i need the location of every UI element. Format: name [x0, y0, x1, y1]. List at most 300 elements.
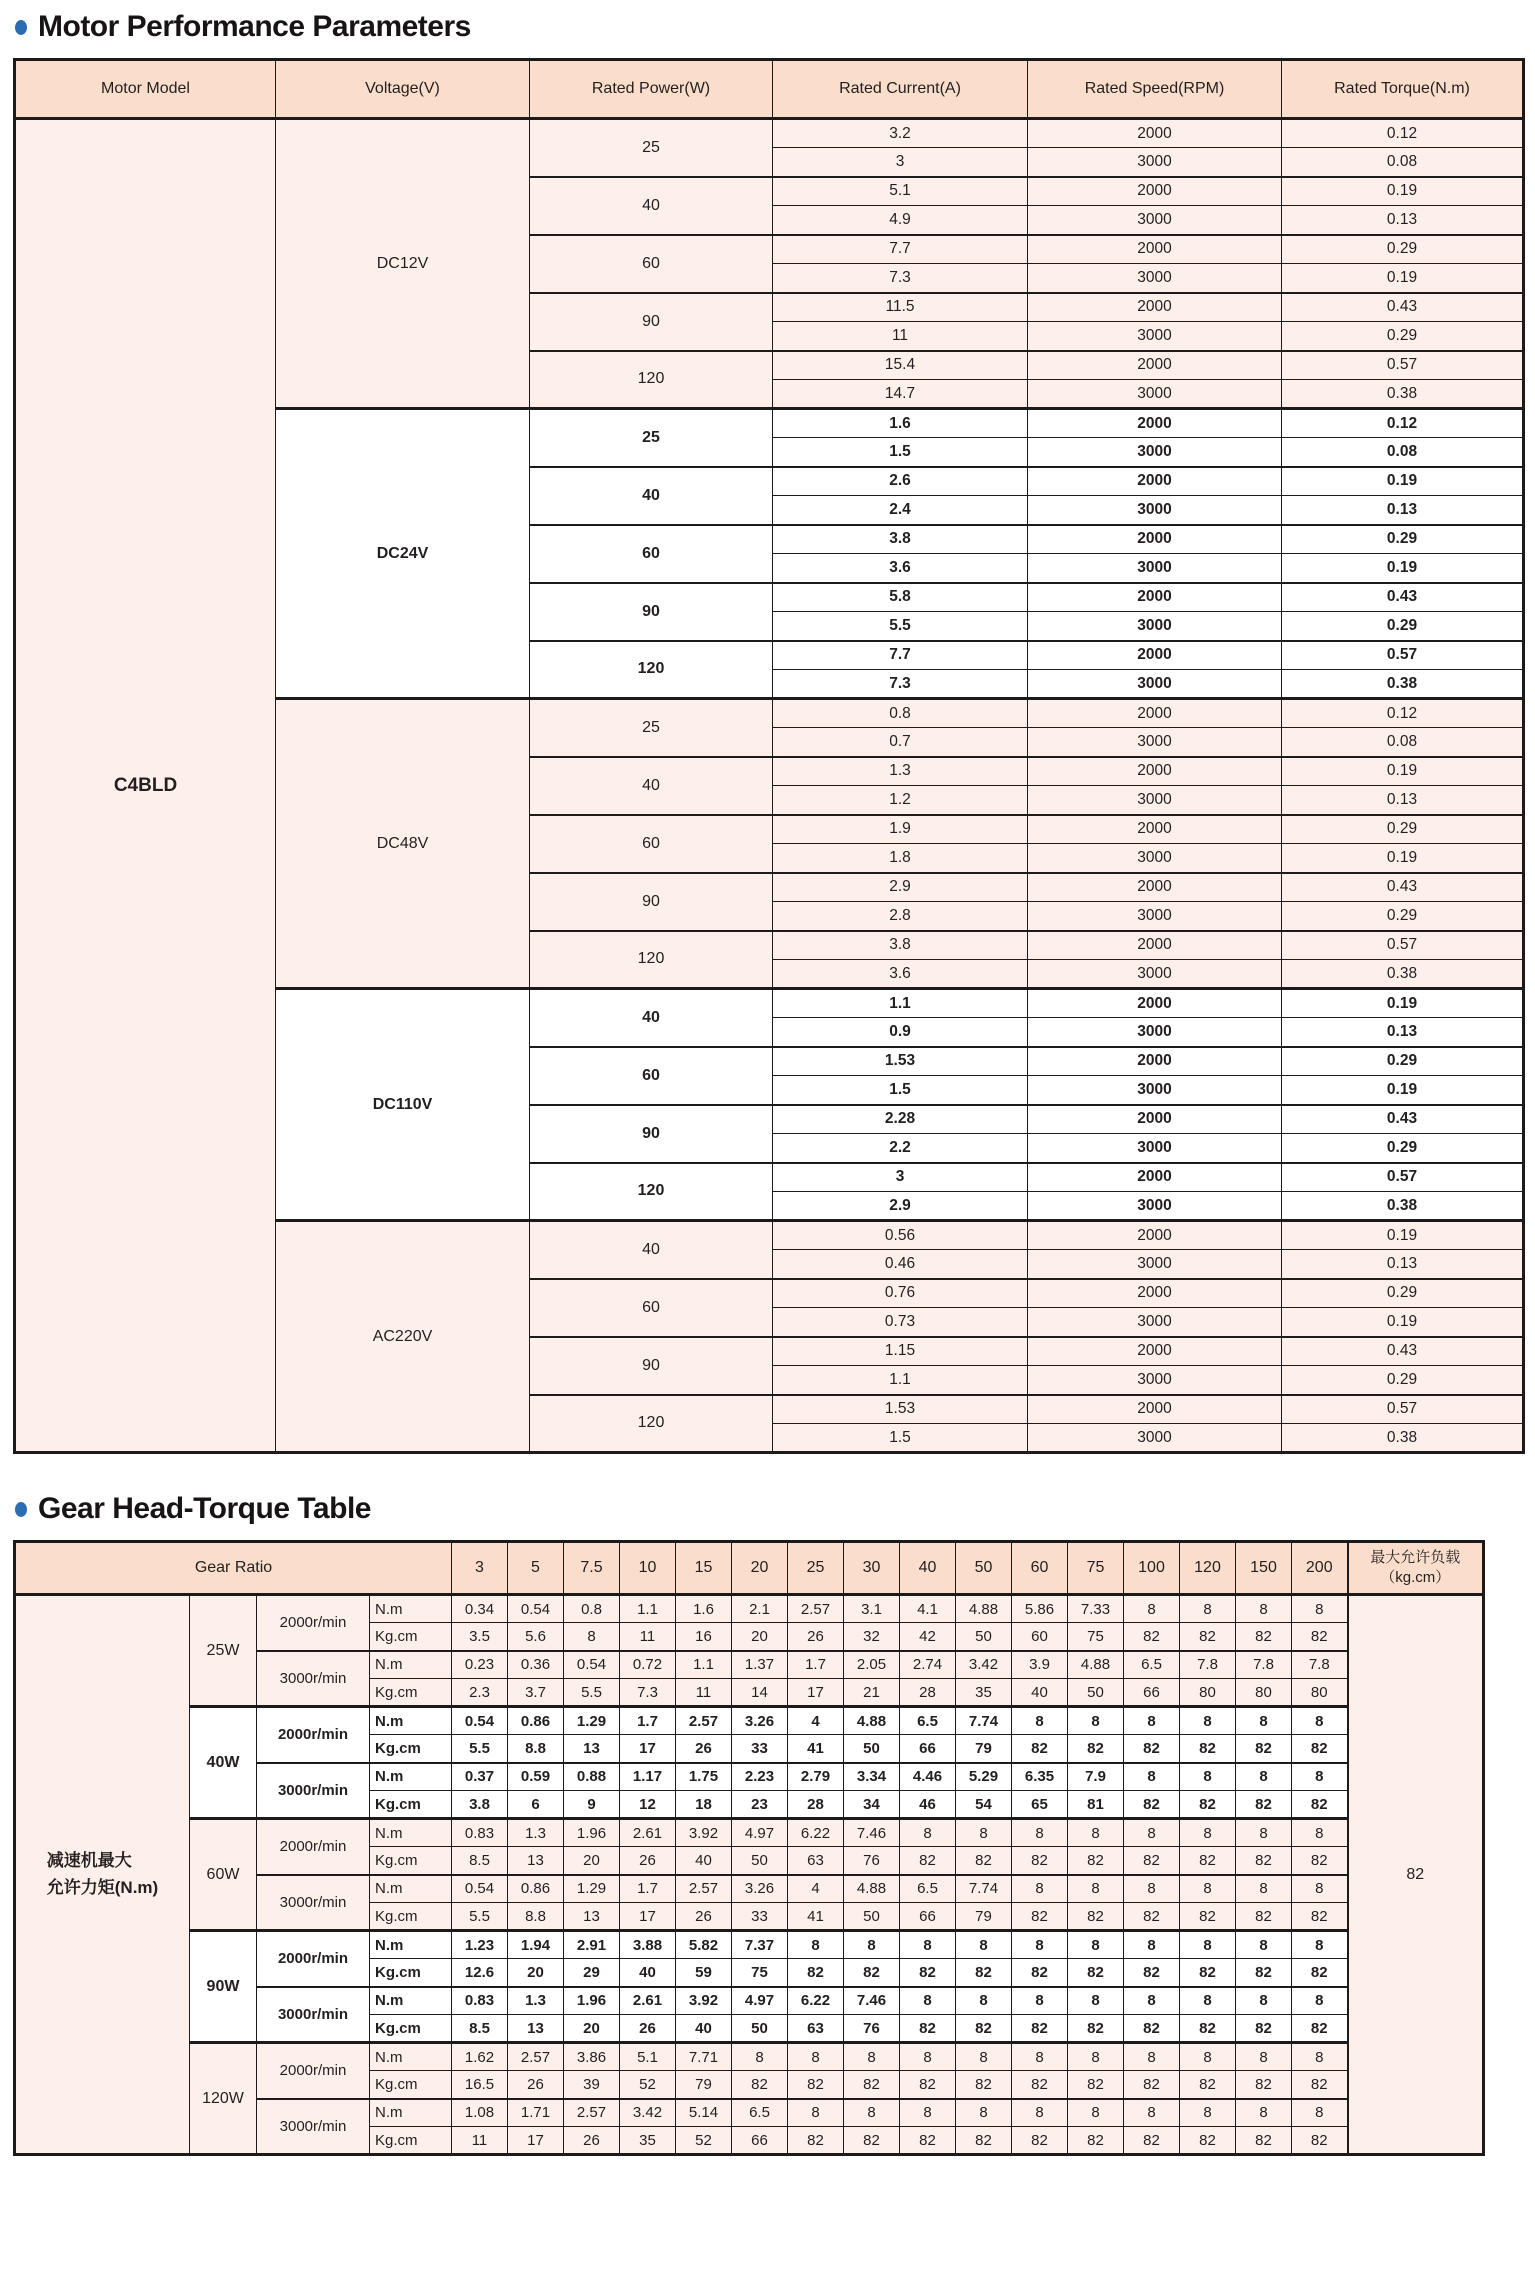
- max-torque-label-line2: 允许力矩(N.m): [46, 1877, 159, 1897]
- rated-current-cell: 2.9: [773, 1192, 1028, 1221]
- torque-value-cell: 0.8: [564, 1595, 620, 1623]
- motor-model-cell: C4BLD: [15, 119, 276, 1453]
- rated-current-cell: 2.2: [773, 1134, 1028, 1163]
- rated-speed-cell: 2000: [1028, 1395, 1282, 1424]
- torque-value-cell: 8: [1012, 1987, 1068, 2015]
- torque-value-cell: 11: [620, 1623, 676, 1651]
- gear-ratio-value-header: 7.5: [564, 1542, 620, 1595]
- torque-value-cell: 8: [1292, 2043, 1348, 2071]
- max-load-header-line2: （kg.cm）: [1380, 1569, 1451, 1586]
- rated-torque-cell: 0.08: [1282, 148, 1524, 177]
- torque-value-cell: 7.8: [1180, 1651, 1236, 1679]
- torque-value-cell: 6.5: [732, 2099, 788, 2127]
- rated-torque-cell: 0.38: [1282, 1424, 1524, 1453]
- torque-value-cell: 8: [1124, 2099, 1180, 2127]
- unit-cell: Kg.cm: [370, 1791, 452, 1819]
- torque-value-cell: 82: [956, 2071, 1012, 2099]
- torque-value-cell: 8: [1124, 1595, 1180, 1623]
- torque-value-cell: 8: [900, 1987, 956, 2015]
- torque-value-cell: 82: [1292, 2071, 1348, 2099]
- torque-value-cell: 8: [1236, 2099, 1292, 2127]
- torque-value-cell: 8: [1292, 1819, 1348, 1847]
- torque-value-cell: 3.26: [732, 1707, 788, 1735]
- rated-power-cell: 25: [530, 119, 773, 177]
- torque-value-cell: 8: [1068, 1987, 1124, 2015]
- rated-torque-cell: 0.43: [1282, 1337, 1524, 1366]
- torque-value-cell: 41: [788, 1903, 844, 1931]
- rated-power-cell: 40: [530, 989, 773, 1047]
- rated-speed-cell: 3000: [1028, 1424, 1282, 1453]
- rated-current-cell: 3.6: [773, 960, 1028, 989]
- rated-power-cell: 90: [530, 1105, 773, 1163]
- rated-speed-cell: 2000: [1028, 177, 1282, 206]
- rated-power-cell: 60: [530, 235, 773, 293]
- torque-value-cell: 4: [788, 1707, 844, 1735]
- torque-value-cell: 2.74: [900, 1651, 956, 1679]
- torque-value-cell: 82: [1068, 2127, 1124, 2155]
- rated-current-cell: 0.56: [773, 1221, 1028, 1250]
- torque-value-cell: 3.34: [844, 1763, 900, 1791]
- torque-value-cell: 1.1: [620, 1595, 676, 1623]
- rated-torque-cell: 0.19: [1282, 1308, 1524, 1337]
- gear-header-row: [15, 1542, 1484, 1595]
- torque-value-cell: 8: [1124, 1819, 1180, 1847]
- torque-value-cell: 3.88: [620, 1931, 676, 1959]
- rated-power-cell: 90: [530, 293, 773, 351]
- torque-value-cell: 82: [1180, 1623, 1236, 1651]
- rated-speed-cell: 2000: [1028, 1337, 1282, 1366]
- rated-speed-cell: 3000: [1028, 148, 1282, 177]
- torque-value-cell: 7.8: [1292, 1651, 1348, 1679]
- torque-value-cell: 8: [1180, 2099, 1236, 2127]
- torque-value-cell: 82: [1068, 2071, 1124, 2099]
- torque-value-cell: 5.29: [956, 1763, 1012, 1791]
- voltage-cell: DC24V: [276, 409, 530, 699]
- torque-value-cell: 82: [1180, 1903, 1236, 1931]
- torque-value-cell: 8: [1124, 1763, 1180, 1791]
- torque-value-cell: 4.46: [900, 1763, 956, 1791]
- torque-value-cell: 16: [676, 1623, 732, 1651]
- torque-value-cell: 82: [1124, 2071, 1180, 2099]
- torque-value-cell: 8: [1292, 1875, 1348, 1903]
- torque-value-cell: 1.6: [676, 1595, 732, 1623]
- rated-power-cell: 120: [530, 1395, 773, 1453]
- torque-value-cell: 8: [900, 1931, 956, 1959]
- torque-value-cell: 5.6: [508, 1623, 564, 1651]
- torque-value-cell: 82: [788, 1959, 844, 1987]
- torque-value-cell: 26: [508, 2071, 564, 2099]
- torque-value-cell: 82: [1124, 1791, 1180, 1819]
- torque-value-cell: 0.83: [452, 1819, 508, 1847]
- rated-current-cell: 1.1: [773, 989, 1028, 1018]
- gear-data-row: [15, 1931, 1484, 1959]
- rated-speed-cell: 2000: [1028, 525, 1282, 554]
- rated-speed-cell: 3000: [1028, 844, 1282, 873]
- torque-value-cell: 8: [1068, 2099, 1124, 2127]
- torque-value-cell: 8: [1012, 1707, 1068, 1735]
- torque-value-cell: 13: [564, 1735, 620, 1763]
- torque-value-cell: 8: [1236, 1595, 1292, 1623]
- gear-ratio-header: Gear Ratio: [15, 1542, 452, 1595]
- gear-ratio-value-header: 15: [676, 1542, 732, 1595]
- torque-value-cell: 8.5: [452, 2015, 508, 2043]
- torque-value-cell: 12.6: [452, 1959, 508, 1987]
- torque-value-cell: 80: [1292, 1679, 1348, 1707]
- rated-torque-cell: 0.19: [1282, 264, 1524, 293]
- voltage-cell: DC48V: [276, 699, 530, 989]
- rated-torque-cell: 0.13: [1282, 496, 1524, 525]
- torque-value-cell: 82: [1124, 1959, 1180, 1987]
- torque-value-cell: 75: [732, 1959, 788, 1987]
- torque-value-cell: 8: [1236, 1875, 1292, 1903]
- torque-value-cell: 82: [1292, 1735, 1348, 1763]
- rated-current-cell: 2.9: [773, 873, 1028, 902]
- torque-value-cell: 0.83: [452, 1987, 508, 2015]
- rated-speed-cell: 2000: [1028, 1221, 1282, 1250]
- unit-cell: Kg.cm: [370, 1903, 452, 1931]
- torque-value-cell: 3.5: [452, 1623, 508, 1651]
- torque-value-cell: 26: [788, 1623, 844, 1651]
- rated-speed-cell: 3000: [1028, 1308, 1282, 1337]
- torque-value-cell: 79: [956, 1735, 1012, 1763]
- torque-value-cell: 1.62: [452, 2043, 508, 2071]
- torque-value-cell: 13: [508, 2015, 564, 2043]
- torque-value-cell: 82: [1292, 1959, 1348, 1987]
- torque-value-cell: 82: [1012, 1735, 1068, 1763]
- torque-value-cell: 8: [1292, 1707, 1348, 1735]
- torque-value-cell: 7.46: [844, 1987, 900, 2015]
- torque-value-cell: 14: [732, 1679, 788, 1707]
- rated-torque-cell: 0.13: [1282, 1018, 1524, 1047]
- rated-power-cell: 40: [530, 467, 773, 525]
- rated-torque-cell: 0.13: [1282, 206, 1524, 235]
- torque-value-cell: 0.59: [508, 1763, 564, 1791]
- torque-value-cell: 8: [1236, 1987, 1292, 2015]
- rated-current-cell: 1.5: [773, 1424, 1028, 1453]
- torque-value-cell: 8: [1124, 1707, 1180, 1735]
- torque-value-cell: 8.8: [508, 1903, 564, 1931]
- gear-ratio-value-header: 20: [732, 1542, 788, 1595]
- torque-value-cell: 12: [620, 1791, 676, 1819]
- rated-speed-cell: 3000: [1028, 1018, 1282, 1047]
- torque-value-cell: 6.5: [900, 1875, 956, 1903]
- gear-data-row: [15, 2043, 1484, 2071]
- unit-cell: Kg.cm: [370, 1847, 452, 1875]
- torque-value-cell: 28: [788, 1791, 844, 1819]
- unit-cell: N.m: [370, 1987, 452, 2015]
- torque-value-cell: 66: [1124, 1679, 1180, 1707]
- torque-value-cell: 26: [564, 2127, 620, 2155]
- torque-value-cell: 8: [1236, 1707, 1292, 1735]
- rated-speed-cell: 3000: [1028, 960, 1282, 989]
- torque-value-cell: 4.88: [1068, 1651, 1124, 1679]
- gear-ratio-value-header: 75: [1068, 1542, 1124, 1595]
- torque-value-cell: 35: [956, 1679, 1012, 1707]
- rated-speed-cell: 2000: [1028, 293, 1282, 322]
- torque-value-cell: 82: [1292, 2015, 1348, 2043]
- torque-value-cell: 1.96: [564, 1819, 620, 1847]
- torque-value-cell: 26: [620, 2015, 676, 2043]
- rated-speed-cell: 3000: [1028, 264, 1282, 293]
- rated-power-cell: 40: [530, 177, 773, 235]
- max-torque-label-line1: 减速机最大: [46, 1851, 132, 1871]
- torque-value-cell: 1.7: [620, 1707, 676, 1735]
- torque-value-cell: 3.9: [1012, 1651, 1068, 1679]
- rated-torque-cell: 0.43: [1282, 873, 1524, 902]
- torque-value-cell: 0.23: [452, 1651, 508, 1679]
- torque-value-cell: 0.54: [508, 1595, 564, 1623]
- rated-current-cell: 1.5: [773, 1076, 1028, 1105]
- gear-data-row: [15, 1707, 1484, 1735]
- torque-value-cell: 8: [1012, 1931, 1068, 1959]
- torque-value-cell: 1.75: [676, 1763, 732, 1791]
- torque-value-cell: 82: [956, 2015, 1012, 2043]
- gear-speed-cell: 2000r/min: [257, 1595, 370, 1651]
- torque-value-cell: 7.74: [956, 1707, 1012, 1735]
- rated-torque-cell: 0.29: [1282, 1047, 1524, 1076]
- rated-torque-cell: 0.43: [1282, 583, 1524, 612]
- gear-ratio-value-header: 100: [1124, 1542, 1180, 1595]
- torque-value-cell: 8: [1012, 2099, 1068, 2127]
- gear-power-cell: 60W: [190, 1819, 257, 1931]
- rated-torque-cell: 0.12: [1282, 409, 1524, 438]
- torque-value-cell: 0.54: [564, 1651, 620, 1679]
- rated-current-cell: 1.8: [773, 844, 1028, 873]
- torque-value-cell: 1.37: [732, 1651, 788, 1679]
- torque-value-cell: 82: [1236, 2127, 1292, 2155]
- torque-value-cell: 8: [1068, 1931, 1124, 1959]
- rated-speed-cell: 2000: [1028, 931, 1282, 960]
- torque-value-cell: 3.92: [676, 1987, 732, 2015]
- rated-power-cell: 60: [530, 815, 773, 873]
- torque-value-cell: 9: [564, 1791, 620, 1819]
- unit-cell: Kg.cm: [370, 2015, 452, 2043]
- torque-value-cell: 2.79: [788, 1763, 844, 1791]
- torque-value-cell: 8: [1180, 1875, 1236, 1903]
- gear-section-title-text: Gear Head-Torque Table: [38, 1492, 371, 1525]
- rated-torque-cell: 0.29: [1282, 1134, 1524, 1163]
- voltage-cell: DC110V: [276, 989, 530, 1221]
- torque-value-cell: 79: [676, 2071, 732, 2099]
- unit-cell: Kg.cm: [370, 1623, 452, 1651]
- torque-value-cell: 0.86: [508, 1707, 564, 1735]
- torque-value-cell: 8: [1292, 1931, 1348, 1959]
- rated-current-cell: 7.7: [773, 641, 1028, 670]
- torque-value-cell: 82: [900, 1959, 956, 1987]
- rated-current-cell: 1.2: [773, 786, 1028, 815]
- torque-value-cell: 26: [676, 1735, 732, 1763]
- torque-value-cell: 82: [1292, 1791, 1348, 1819]
- torque-value-cell: 8: [1292, 2099, 1348, 2127]
- max-torque-label: [47, 1848, 158, 1901]
- rated-speed-cell: 2000: [1028, 1279, 1282, 1308]
- torque-value-cell: 54: [956, 1791, 1012, 1819]
- rated-torque-cell: 0.12: [1282, 699, 1524, 728]
- rated-speed-cell: 3000: [1028, 1192, 1282, 1221]
- torque-value-cell: 3.7: [508, 1679, 564, 1707]
- torque-value-cell: 3.26: [732, 1875, 788, 1903]
- torque-value-cell: 20: [732, 1623, 788, 1651]
- torque-value-cell: 8: [844, 2043, 900, 2071]
- rated-speed-cell: 2000: [1028, 583, 1282, 612]
- rated-torque-cell: 0.19: [1282, 844, 1524, 873]
- torque-value-cell: 20: [508, 1959, 564, 1987]
- motor-header-row: [15, 60, 1524, 119]
- rated-current-cell: 4.9: [773, 206, 1028, 235]
- gear-speed-cell: 2000r/min: [257, 1707, 370, 1763]
- torque-value-cell: 34: [844, 1791, 900, 1819]
- gear-speed-cell: 2000r/min: [257, 1931, 370, 1987]
- torque-value-cell: 42: [900, 1623, 956, 1651]
- torque-value-cell: 82: [1124, 2127, 1180, 2155]
- rated-current-cell: 5.5: [773, 612, 1028, 641]
- gear-section-title: [15, 1492, 1522, 1526]
- torque-value-cell: 8: [788, 1931, 844, 1959]
- gear-power-cell: 25W: [190, 1595, 257, 1707]
- rated-speed-cell: 2000: [1028, 641, 1282, 670]
- rated-current-cell: 3.8: [773, 931, 1028, 960]
- rated-speed-cell: 3000: [1028, 1076, 1282, 1105]
- rated-current-cell: 7.3: [773, 670, 1028, 699]
- torque-value-cell: 8: [1180, 2043, 1236, 2071]
- gear-speed-cell: 3000r/min: [257, 1987, 370, 2043]
- motor-column-header: Rated Torque(N.m): [1282, 60, 1524, 119]
- rated-speed-cell: 3000: [1028, 902, 1282, 931]
- torque-value-cell: 2.05: [844, 1651, 900, 1679]
- torque-value-cell: 82: [1124, 1623, 1180, 1651]
- unit-cell: N.m: [370, 1931, 452, 1959]
- unit-cell: N.m: [370, 1651, 452, 1679]
- torque-value-cell: 82: [732, 2071, 788, 2099]
- rated-torque-cell: 0.19: [1282, 757, 1524, 786]
- rated-power-cell: 90: [530, 1337, 773, 1395]
- motor-data-row: [15, 119, 1524, 148]
- unit-cell: Kg.cm: [370, 2127, 452, 2155]
- torque-value-cell: 8: [1236, 1763, 1292, 1791]
- torque-value-cell: 82: [1180, 2071, 1236, 2099]
- torque-value-cell: 16.5: [452, 2071, 508, 2099]
- rated-current-cell: 2.4: [773, 496, 1028, 525]
- torque-value-cell: 46: [900, 1791, 956, 1819]
- rated-torque-cell: 0.13: [1282, 786, 1524, 815]
- rated-torque-cell: 0.38: [1282, 380, 1524, 409]
- torque-value-cell: 7.46: [844, 1819, 900, 1847]
- unit-cell: Kg.cm: [370, 2071, 452, 2099]
- unit-cell: N.m: [370, 2043, 452, 2071]
- rated-speed-cell: 2000: [1028, 989, 1282, 1018]
- rated-current-cell: 0.73: [773, 1308, 1028, 1337]
- torque-value-cell: 1.94: [508, 1931, 564, 1959]
- torque-value-cell: 8: [1068, 2043, 1124, 2071]
- max-torque-label-cell: [15, 1595, 190, 2155]
- torque-value-cell: 63: [788, 2015, 844, 2043]
- rated-current-cell: 1.1: [773, 1366, 1028, 1395]
- torque-value-cell: 13: [508, 1847, 564, 1875]
- rated-speed-cell: 2000: [1028, 351, 1282, 380]
- rated-current-cell: 3: [773, 1163, 1028, 1192]
- rated-torque-cell: 0.29: [1282, 235, 1524, 264]
- torque-value-cell: 82: [1292, 1847, 1348, 1875]
- torque-value-cell: 4: [788, 1875, 844, 1903]
- unit-cell: N.m: [370, 1707, 452, 1735]
- rated-current-cell: 2.8: [773, 902, 1028, 931]
- torque-value-cell: 82: [788, 2071, 844, 2099]
- torque-value-cell: 0.88: [564, 1763, 620, 1791]
- rated-torque-cell: 0.29: [1282, 322, 1524, 351]
- torque-value-cell: 59: [676, 1959, 732, 1987]
- rated-current-cell: 2.6: [773, 467, 1028, 496]
- torque-value-cell: 50: [844, 1903, 900, 1931]
- torque-value-cell: 8: [956, 2099, 1012, 2127]
- torque-value-cell: 65: [1012, 1791, 1068, 1819]
- torque-value-cell: 26: [620, 1847, 676, 1875]
- bullet-icon: [15, 20, 27, 35]
- torque-value-cell: 7.74: [956, 1875, 1012, 1903]
- torque-value-cell: 8: [1180, 1763, 1236, 1791]
- torque-value-cell: 82: [1236, 1791, 1292, 1819]
- torque-value-cell: 82: [1068, 2015, 1124, 2043]
- rated-current-cell: 3: [773, 148, 1028, 177]
- rated-torque-cell: 0.57: [1282, 931, 1524, 960]
- torque-value-cell: 8: [900, 1819, 956, 1847]
- torque-value-cell: 8: [844, 1931, 900, 1959]
- rated-torque-cell: 0.38: [1282, 960, 1524, 989]
- torque-value-cell: 33: [732, 1735, 788, 1763]
- torque-value-cell: 5.86: [1012, 1595, 1068, 1623]
- torque-value-cell: 8: [1292, 1763, 1348, 1791]
- torque-value-cell: 3.1: [844, 1595, 900, 1623]
- motor-column-header: Rated Current(A): [773, 60, 1028, 119]
- rated-current-cell: 14.7: [773, 380, 1028, 409]
- torque-value-cell: 8.8: [508, 1735, 564, 1763]
- gear-ratio-value-header: 120: [1180, 1542, 1236, 1595]
- rated-power-cell: 120: [530, 1163, 773, 1221]
- torque-value-cell: 82: [1236, 1847, 1292, 1875]
- motor-column-header: Rated Speed(RPM): [1028, 60, 1282, 119]
- rated-speed-cell: 3000: [1028, 1366, 1282, 1395]
- rated-torque-cell: 0.19: [1282, 1221, 1524, 1250]
- torque-value-cell: 8: [788, 2043, 844, 2071]
- torque-value-cell: 82: [956, 1959, 1012, 1987]
- torque-value-cell: 82: [1124, 1847, 1180, 1875]
- unit-cell: N.m: [370, 1595, 452, 1623]
- rated-speed-cell: 2000: [1028, 119, 1282, 148]
- torque-value-cell: 50: [844, 1735, 900, 1763]
- rated-current-cell: 3.2: [773, 119, 1028, 148]
- torque-value-cell: 82: [1012, 1903, 1068, 1931]
- torque-value-cell: 23: [732, 1791, 788, 1819]
- torque-value-cell: 4.1: [900, 1595, 956, 1623]
- torque-value-cell: 8: [900, 2099, 956, 2127]
- torque-value-cell: 82: [1012, 2127, 1068, 2155]
- rated-current-cell: 11.5: [773, 293, 1028, 322]
- rated-current-cell: 0.76: [773, 1279, 1028, 1308]
- rated-power-cell: 60: [530, 1279, 773, 1337]
- torque-value-cell: 82: [1068, 1959, 1124, 1987]
- torque-value-cell: 40: [1012, 1679, 1068, 1707]
- torque-value-cell: 82: [1068, 1903, 1124, 1931]
- voltage-cell: DC12V: [276, 119, 530, 409]
- torque-value-cell: 76: [844, 1847, 900, 1875]
- torque-value-cell: 3.8: [452, 1791, 508, 1819]
- rated-current-cell: 0.7: [773, 728, 1028, 757]
- torque-value-cell: 50: [956, 1623, 1012, 1651]
- torque-value-cell: 11: [452, 2127, 508, 2155]
- torque-value-cell: 60: [1012, 1623, 1068, 1651]
- torque-value-cell: 39: [564, 2071, 620, 2099]
- torque-value-cell: 8: [956, 2043, 1012, 2071]
- torque-value-cell: 79: [956, 1903, 1012, 1931]
